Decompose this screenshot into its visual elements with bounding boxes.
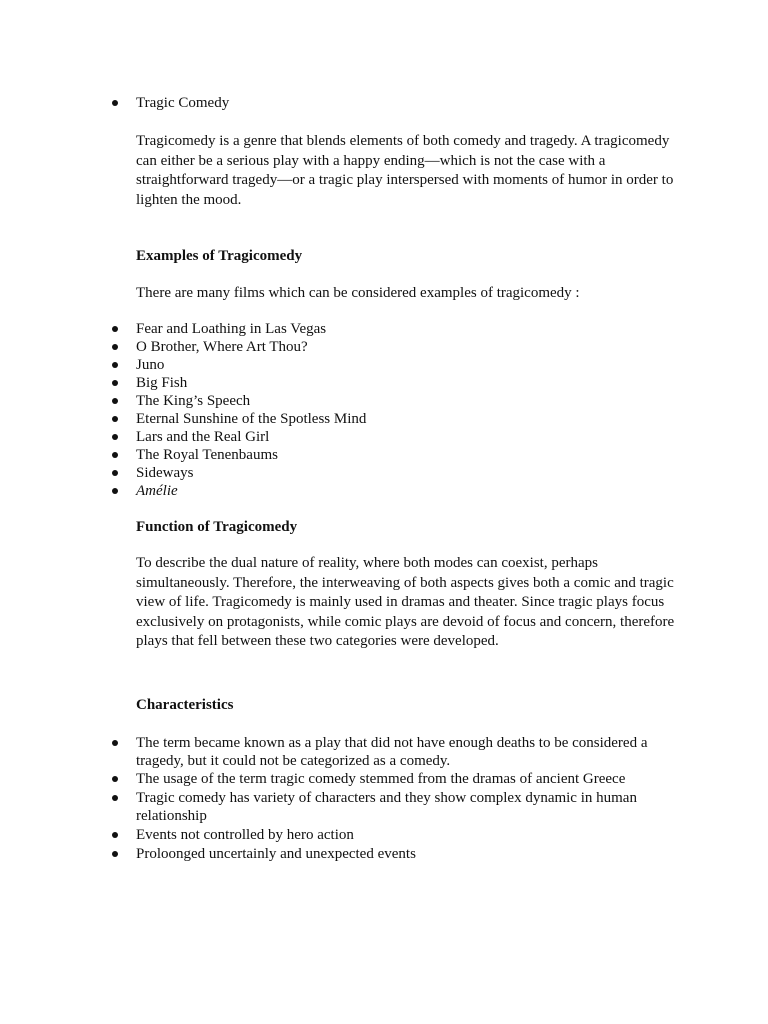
list-item-text: Sideways <box>136 465 194 481</box>
bullet-icon <box>112 482 122 494</box>
section-heading-examples: Examples of Tragicomedy <box>136 248 303 264</box>
list-item-text: Tragic comedy has variety of characters and they show complex dynamic in human relationship <box>136 790 637 824</box>
list-item <box>112 446 672 464</box>
examples-lead: There are many films which can be considered examples of tragicomedy : <box>136 285 580 301</box>
list-item <box>112 428 672 446</box>
list-item <box>112 789 672 825</box>
list-item <box>112 392 672 410</box>
list-item <box>112 374 672 392</box>
list-item-tragic-comedy <box>112 94 672 112</box>
list-item <box>112 770 672 788</box>
bullet-icon <box>112 446 122 458</box>
section-heading-function: Function of Tragicomedy <box>136 519 298 535</box>
list-item-text: Fear and Loathing in Las Vegas <box>136 321 327 337</box>
bullet-icon <box>112 356 122 368</box>
list-item <box>112 464 672 482</box>
list-item-text: Big Fish <box>136 375 188 391</box>
section-heading-characteristics: Characteristics <box>136 697 234 713</box>
list-item <box>112 845 672 863</box>
list-item-text: Events not controlled by hero action <box>136 827 354 843</box>
bullet-icon <box>112 410 122 422</box>
list-item <box>112 356 672 374</box>
list-item-text: O Brother, Where Art Thou? <box>136 339 308 355</box>
bullet-icon <box>112 374 122 386</box>
list-item <box>112 338 672 356</box>
list-item <box>112 320 672 338</box>
bullet-icon <box>112 320 122 332</box>
bullet-icon <box>112 734 122 746</box>
bullet-icon <box>112 845 122 857</box>
list-item-text: The term became known as a play that did not have enough deaths to be considered a tragedy, but it could not be categorized as a comedy. <box>136 735 648 769</box>
list-item <box>112 734 672 770</box>
list-item-text: Juno <box>136 357 165 373</box>
list-item-text: Lars and the Real Girl <box>136 429 270 445</box>
list-item-text: Tragic Comedy <box>136 95 230 111</box>
intro-paragraph: Tragicomedy is a genre that blends elements of both comedy and tragedy. A tragicomedy can either be a serious play with a happy ending—which is not the case with a straightforward tragedy—or a tragic play interspersed with moments of humor in order to lighten the mood. <box>136 133 674 208</box>
list-item-text: The usage of the term tragic comedy stemmed from the dramas of ancient Greece <box>136 771 626 787</box>
bullet-icon <box>112 94 122 106</box>
list-item-text: Eternal Sunshine of the Spotless Mind <box>136 411 367 427</box>
list-item <box>112 482 672 500</box>
list-item-text: Proloonged uncertainly and unexpected events <box>136 846 416 862</box>
list-item-text: The King’s Speech <box>136 393 251 409</box>
bullet-icon <box>112 770 122 782</box>
list-item <box>112 410 672 428</box>
bullet-icon <box>112 464 122 476</box>
list-item <box>112 826 672 844</box>
list-item-text: Amélie <box>136 483 178 499</box>
bullet-icon <box>112 428 122 440</box>
bullet-icon <box>112 392 122 404</box>
bullet-icon <box>112 338 122 350</box>
list-item-text: The Royal Tenenbaums <box>136 447 278 463</box>
bullet-icon <box>112 789 122 801</box>
function-paragraph: To describe the dual nature of reality, where both modes can coexist, perhaps simultaneously. Therefore, the interweaving of both aspects gives both a comic and tragic view of life. Tragicomedy is mainly used in dramas and theater. Since tragic plays focus exclusively on protagonists, while comic plays are devoid of focus and concern, therefore plays that fell between these two categories were developed. <box>136 555 675 649</box>
bullet-icon <box>112 826 122 838</box>
